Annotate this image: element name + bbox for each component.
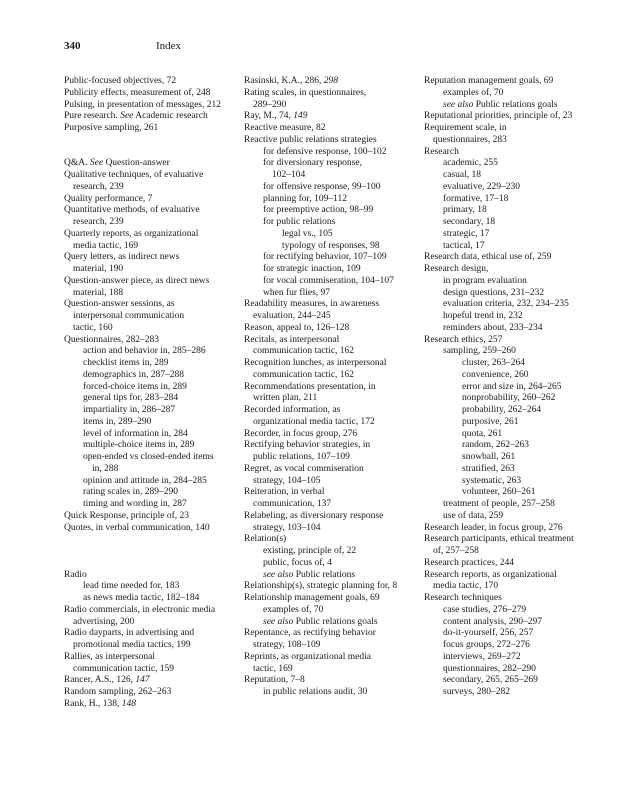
- index-entry: Research practices, 244: [424, 557, 514, 568]
- index-subentry: for preemptive action, 98–99: [263, 205, 374, 216]
- index-subentry: typology of responses, 98: [282, 240, 380, 251]
- index-subentry: organizational media tactic, 172: [253, 416, 375, 427]
- index-entry: Query letters, as indirect news: [64, 252, 180, 263]
- index-subentry: existing, principle of, 22: [263, 546, 357, 556]
- index-entry: Question-answer piece, as direct news: [64, 275, 210, 286]
- index-entry: Ray, M., 74, 149: [244, 111, 308, 122]
- index-entry: Reputation, 7–8: [244, 675, 305, 686]
- index-entry: Question-answer sessions, as: [64, 299, 175, 310]
- index-subentry: evaluation, 244–245: [253, 311, 331, 321]
- index-subentry: media tactic, 169: [73, 240, 139, 251]
- index-subentry: surveys, 280–282: [443, 687, 511, 697]
- index-subentry: in public relations audit, 30: [263, 687, 368, 697]
- spacer: [64, 558, 232, 570]
- index-subentry: in program evaluation: [443, 275, 527, 286]
- index-subentry: convenience, 260: [462, 369, 529, 380]
- index-subentry: design questions, 231–232: [443, 287, 545, 298]
- index-subentry: secondary, 18: [443, 217, 496, 227]
- index-entry: Purposive sampling, 261: [64, 123, 159, 133]
- page-title: Index: [156, 40, 182, 52]
- index-subentry: primary, 18: [443, 205, 487, 216]
- spacer: [64, 147, 232, 159]
- index-subentry: forced-choice items in, 289: [83, 381, 187, 392]
- index-entry: Research participants, ethical treatment: [424, 534, 574, 545]
- index-subentry: snowball, 261: [462, 452, 516, 462]
- index-subentry: for diversionary response,: [263, 158, 362, 169]
- index-entry: Rancer, A.S., 126, 147: [64, 675, 150, 686]
- index-subentry: communication, 137: [253, 499, 332, 509]
- index-subentry: items in, 289–290: [83, 416, 152, 427]
- index-subentry: demographics in, 287–288: [83, 369, 185, 380]
- index-entry: Radio commercials, in electronic media: [64, 604, 216, 615]
- index-entry: Pulsing, in presentation of messages, 212: [64, 99, 221, 110]
- index-subentry: 289–290: [253, 99, 287, 110]
- index-subentry: impartiality in, 286–287: [83, 405, 176, 415]
- index-subentry: probability, 262–264: [462, 405, 542, 415]
- index-subentry: evaluation criteria, 232, 234–235: [443, 299, 569, 310]
- index-entry: Research ethics, 257: [424, 334, 503, 345]
- index-subentry: as news media tactic, 182–184: [83, 593, 200, 603]
- index-subentry: see also Public relations goals: [443, 99, 558, 110]
- index-entry: Rating scales, in questionnaires,: [244, 87, 367, 98]
- index-subentry: legal vs., 105: [282, 228, 333, 239]
- index-subentry: questionnaires, 283: [433, 134, 507, 145]
- index-entry: Repentance, as rectifying behavior: [244, 628, 376, 639]
- index-entry: Reputation management goals, 69: [424, 76, 554, 86]
- index-subentry: written plan, 211: [253, 393, 318, 404]
- index-entry: Publicity effects, measurement of, 248: [64, 87, 211, 98]
- index-subentry: for rectifying behavior, 107–109: [263, 252, 387, 263]
- index-subentry: sampling, 259–260: [443, 346, 516, 357]
- index-subentry: do-it-yourself, 256, 257: [443, 628, 534, 639]
- index-entry: Quantitative methods, of evaluative: [64, 205, 200, 216]
- index-subentry: hopeful trend in, 232: [443, 311, 523, 321]
- index-subentry: strategy, 104–105: [253, 475, 321, 486]
- index-column-3: [424, 76, 594, 699]
- index-entry: Quick Response, principle of, 23: [64, 510, 190, 521]
- index-subentry: for defensive response, 100–102: [263, 146, 387, 157]
- page-number: 340: [64, 40, 81, 52]
- index-subentry: lead time needed for, 183: [83, 581, 180, 592]
- index-subentry: tactical, 17: [443, 240, 485, 251]
- index-subentry: quota, 261: [462, 428, 503, 439]
- index-subentry: error and size in, 264–265: [462, 381, 562, 392]
- index-entry: Q&A. See Question-answer: [64, 158, 170, 169]
- index-subentry: see also Public relations: [263, 569, 356, 580]
- index-entry: Quotes, in verbal communication, 140: [64, 522, 210, 533]
- index-subentry: multiple-choice items in, 289: [83, 440, 195, 451]
- index-entry: Rectifying behavior strategies, in: [244, 440, 371, 451]
- index-subentry: interviews, 269–272: [443, 651, 521, 662]
- index-subentry: random, 262–263: [462, 440, 530, 451]
- index-entry: Recorded information, as: [244, 405, 341, 415]
- index-subentry: for vocal commiseration, 104–107: [263, 275, 394, 286]
- index-entry: Regret, as vocal commiseration: [244, 463, 364, 474]
- index-subentry: in, 288: [92, 463, 119, 474]
- spacer: [64, 546, 232, 558]
- index-subentry: purposive, 261: [462, 416, 519, 427]
- index-subentry: for offensive response, 99–100: [263, 181, 381, 192]
- index-subentry: communication tactic, 159: [73, 663, 175, 674]
- index-entry: Quality performance, 7: [64, 193, 153, 204]
- index-entry: Radio dayparts, in advertising and: [64, 628, 195, 639]
- index-entry: Requirement scale, in: [424, 123, 507, 133]
- index-subentry: treatment of people, 257–258: [443, 499, 555, 509]
- index-subentry: use of data, 259: [443, 510, 504, 521]
- index-subentry: research, 239: [73, 181, 124, 192]
- index-subentry: promotional media tactics, 199: [73, 640, 191, 650]
- index-subentry: open-ended vs closed-ended items: [83, 452, 214, 462]
- index-subentry: academic, 255: [443, 158, 498, 169]
- index-subentry: planning for, 109–112: [263, 193, 347, 204]
- index-entry: Rasinski, K.A., 286, 298: [244, 76, 338, 86]
- index-subentry: research, 239: [73, 217, 124, 227]
- index-entry: Recitals, as interpersonal: [244, 334, 340, 345]
- index-subentry: when fur flies, 97: [263, 287, 331, 298]
- index-subentry: strategy, 108–109: [253, 640, 321, 650]
- index-entry: Reputational priorities, principle of, 23: [424, 111, 573, 122]
- index-subentry: opinion and attitude in, 284–285: [83, 475, 207, 486]
- index-subentry: advertising, 200: [73, 616, 135, 627]
- index-subentry: casual, 18: [443, 170, 481, 180]
- index-subentry: level of information in, 284: [83, 428, 188, 439]
- index-subentry: nonprobability, 260–262: [462, 393, 556, 404]
- index-entry: Rallies, as interpersonal: [64, 651, 156, 662]
- index-subentry: public, focus of, 4: [263, 557, 332, 568]
- index-entry: Recognition lunches, as interpersonal: [244, 358, 387, 368]
- index-subentry: for public relations: [263, 217, 336, 227]
- index-entry: Research techniques: [424, 593, 502, 603]
- index-subentry: see also Public relations goals: [263, 616, 378, 627]
- index-entry: Reason, appeal to, 126–128: [244, 322, 350, 333]
- index-entry: Recommendations presentation, in: [244, 381, 376, 392]
- index-entry: Research reports, as organizational: [424, 569, 557, 580]
- index-column-1: [64, 76, 232, 711]
- index-entry: Rank, H., 138, 148: [64, 698, 137, 709]
- index-subentry: formative, 17–18: [443, 193, 509, 204]
- index-entry: Quarterly reports, as organizational: [64, 228, 199, 239]
- index-entry: Research data, ethical use of, 259: [424, 252, 552, 263]
- index-subentry: volunteer, 260–261: [462, 487, 536, 498]
- index-entry: Readability measures, in awareness: [244, 299, 380, 310]
- index-entry: Radio: [64, 569, 87, 580]
- index-entry: Recorder, in focus group, 276: [244, 428, 358, 439]
- index-subentry: strategic, 17: [443, 228, 490, 239]
- index-subentry: interpersonal communication: [73, 311, 185, 321]
- index-entry: Reprints, as organizational media: [244, 651, 371, 662]
- index-entry: Public-focused objectives, 72: [64, 76, 177, 86]
- index-subentry: stratified, 263: [462, 463, 515, 474]
- index-entry: Pure research. See Academic research: [64, 111, 208, 122]
- index-subentry: cluster, 263–264: [462, 358, 525, 368]
- index-subentry: secondary, 265, 265–269: [443, 675, 538, 686]
- index-subentry: communication tactic, 162: [253, 346, 355, 357]
- index-subentry: general tips for, 283–284: [83, 393, 179, 404]
- index-subentry: strategy, 103–104: [253, 522, 321, 533]
- index-entry: Relationship(s), strategic planning for, 8: [244, 581, 398, 592]
- index-subentry: for strategic inaction, 109: [263, 264, 361, 274]
- index-entry: Questionnaires, 282–283: [64, 334, 159, 345]
- index-entry: Qualitative techniques, of evaluative: [64, 170, 204, 180]
- index-entry: Relabeling, as diversionary response: [244, 510, 384, 521]
- index-subentry: reminders about, 233–234: [443, 322, 543, 333]
- spacer: [64, 135, 232, 147]
- index-subentry: of, 257–258: [433, 546, 479, 556]
- index-entry: Random sampling, 262–263: [64, 687, 172, 697]
- index-subentry: material, 188: [73, 287, 124, 298]
- index-subentry: material, 190: [73, 264, 124, 274]
- index-subentry: content analysis, 290–297: [443, 616, 542, 627]
- index-subentry: examples of, 70: [263, 604, 324, 615]
- index-subentry: action and behavior in, 285–286: [83, 346, 206, 357]
- index-subentry: examples of, 70: [443, 87, 504, 98]
- spacer: [64, 534, 232, 546]
- index-entry: Reiteration, in verbal: [244, 487, 325, 498]
- index-entry: Research: [424, 146, 459, 157]
- index-entry: Reactive public relations strategies: [244, 134, 377, 145]
- index-subentry: systematic, 263: [462, 475, 522, 486]
- index-subentry: public relations, 107–109: [253, 452, 350, 462]
- index-subentry: tactic, 169: [253, 663, 293, 674]
- index-entry: Research leader, in focus group, 276: [424, 522, 563, 533]
- index-subentry: checklist items in, 289: [83, 358, 169, 368]
- index-subentry: focus groups, 272–276: [443, 640, 530, 650]
- index-subentry: communication tactic, 162: [253, 369, 355, 380]
- index-subentry: evaluative, 229–230: [443, 181, 521, 192]
- index-entry: Relationship management goals, 69: [244, 593, 380, 603]
- index-entry: Research design,: [424, 264, 489, 274]
- index-entry: Reactive measure, 82: [244, 123, 326, 133]
- index-subentry: rating scales in, 289–290: [83, 487, 178, 498]
- index-subentry: questionnaires, 282–290: [443, 663, 536, 674]
- index-subentry: tactic, 160: [73, 322, 113, 333]
- index-subentry: 102–104: [272, 170, 306, 180]
- index-entry: Relation(s): [244, 534, 287, 545]
- index-subentry: timing and wording in, 287: [83, 499, 187, 509]
- index-column-2: [244, 76, 414, 699]
- index-subentry: case studies, 276–279: [443, 604, 527, 615]
- index-subentry: media tactic, 170: [433, 581, 499, 592]
